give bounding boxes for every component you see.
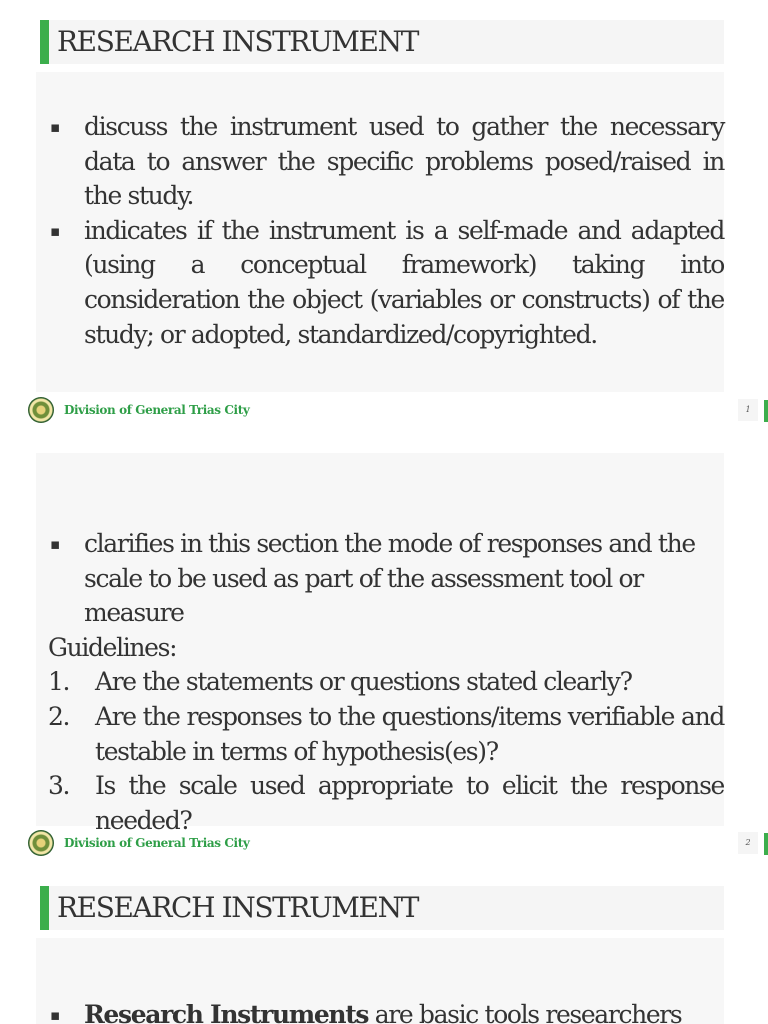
slide-footer: [0, 826, 768, 862]
title-accent-bar: [40, 886, 49, 930]
page-accent-bar: [764, 833, 768, 855]
item-number: 3.: [48, 771, 70, 801]
term-bold: Research Instruments: [84, 1000, 369, 1024]
title-accent-bar: [40, 20, 49, 64]
square-bullet-icon: ▪: [50, 221, 59, 240]
slide-content: [36, 72, 724, 392]
division-name: Division of General Trias City: [64, 836, 250, 850]
slide-3: [0, 866, 768, 1024]
list-item: [36, 214, 724, 352]
slide-footer: [0, 393, 768, 429]
square-bullet-icon: ▪: [50, 1006, 59, 1024]
list-item: [36, 665, 724, 700]
guideline-text: Are the responses to the questions/items verifiable and testable in terms of hypothesis(es)?: [95, 701, 724, 766]
guidelines-list: [36, 665, 724, 838]
slide-content: [36, 938, 724, 1024]
division-name: Division of General Trias City: [64, 403, 250, 417]
division-seal-icon: [28, 397, 54, 423]
item-number: 1.: [48, 667, 70, 697]
square-bullet-icon: ▪: [50, 118, 59, 136]
slide-title: RESEARCH INSTRUMENT: [57, 25, 418, 58]
bullet-text: indicates if the instrument is a self-made and adapted (using a conceptual framework) taking into consideration the object (variables or constructs) of the study; or adopted, standardized/copyrighted.: [84, 215, 724, 349]
slide-2: [0, 433, 768, 866]
list-item: [36, 998, 724, 1024]
guideline-text: Are the statements or questions stated clearly?: [95, 667, 632, 697]
bullet-list: [36, 453, 724, 631]
list-item: [36, 700, 724, 769]
bullet-list: [36, 72, 724, 352]
item-number: 2.: [48, 701, 70, 731]
list-item: [36, 527, 724, 631]
division-seal-icon: [28, 830, 54, 856]
bullet-text: clarifies in this section the mode of responses and the scale to be used as part of the assessment tool or measure: [84, 529, 695, 628]
slide-title-bar: [40, 886, 724, 930]
term-definition: are basic tools researchers: [368, 1000, 682, 1024]
page-number: 1: [738, 399, 758, 421]
page-accent-bar: [764, 400, 768, 422]
page-number: 2: [738, 832, 758, 854]
bullet-text: [84, 998, 724, 1024]
bullet-text: discuss the instrument used to gather the necessary data to answer the specific problems posed/raised in the study.: [84, 112, 724, 211]
slide-title-bar: [40, 20, 724, 64]
slide-title: RESEARCH INSTRUMENT: [57, 891, 418, 924]
slide-content: [36, 453, 724, 835]
list-item: [36, 110, 724, 214]
slide-1: [0, 0, 768, 433]
guidelines-label: Guidelines:: [48, 632, 177, 662]
square-bullet-icon: ▪: [50, 535, 59, 553]
bullet-list: [36, 938, 724, 1024]
guideline-text: Is the scale used appropriate to elicit the response needed?: [95, 771, 724, 835]
